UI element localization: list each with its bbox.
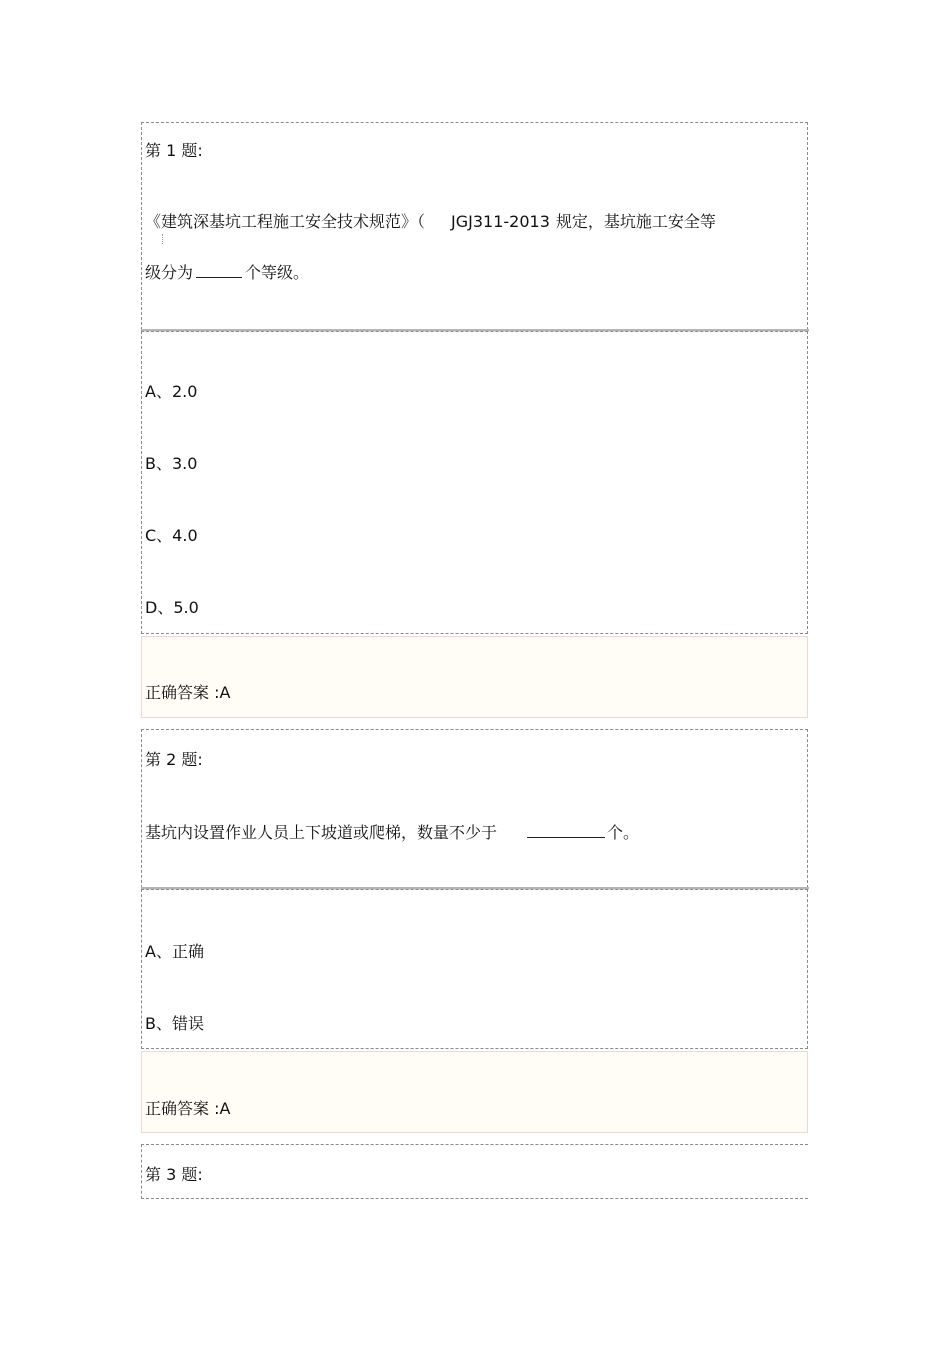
question-1-option-b[interactable]: B、3.0 [145,454,198,473]
question-1-option-a[interactable]: A、2.0 [145,382,198,401]
question-1-text-part-e: 个等级。 [245,263,310,282]
question-1-option-d[interactable]: D、5.0 [145,598,199,617]
question-2-option-a[interactable]: A、正确 [145,942,204,961]
question-1-answer: 正确答案 :A [145,683,231,702]
question-1-text-part-a: 《建筑深基坑工程施工安全技术规范》（ [145,212,426,231]
question-1-options-box [141,331,808,634]
question-2-option-b[interactable]: B、错误 [145,1014,204,1033]
question-2-answer-box [141,1051,808,1133]
question-2-header: 第 2 题: [145,750,203,769]
question-1-text-part-d: 级分为 [145,263,194,282]
question-1-code: JGJ311-2013 [451,212,550,231]
question-2-options-box [141,889,808,1049]
question-3-header: 第 3 题: [145,1165,203,1184]
question-3-stem-box [141,1144,808,1199]
question-2-text-part-a: 基坑内设置作业人员上下坡道或爬梯，数量不少于 [145,823,498,842]
text-mark [162,234,165,244]
question-2-text-part-b: 个。 [607,823,640,842]
question-2-stem-box [141,729,808,888]
question-1-blank [196,261,242,278]
question-1-answer-box [141,636,808,718]
question-1-header: 第 1 题: [145,141,203,160]
question-2-answer: 正确答案 :A [145,1099,231,1118]
question-1-text-line-1 [145,211,716,233]
question-2-blank [527,821,605,838]
question-1-text-part-c: 规定，基坑施工安全等 [555,212,716,231]
question-2-text [145,821,639,844]
question-1-text-line-2 [145,261,309,284]
question-1-option-c[interactable]: C、4.0 [145,526,198,545]
